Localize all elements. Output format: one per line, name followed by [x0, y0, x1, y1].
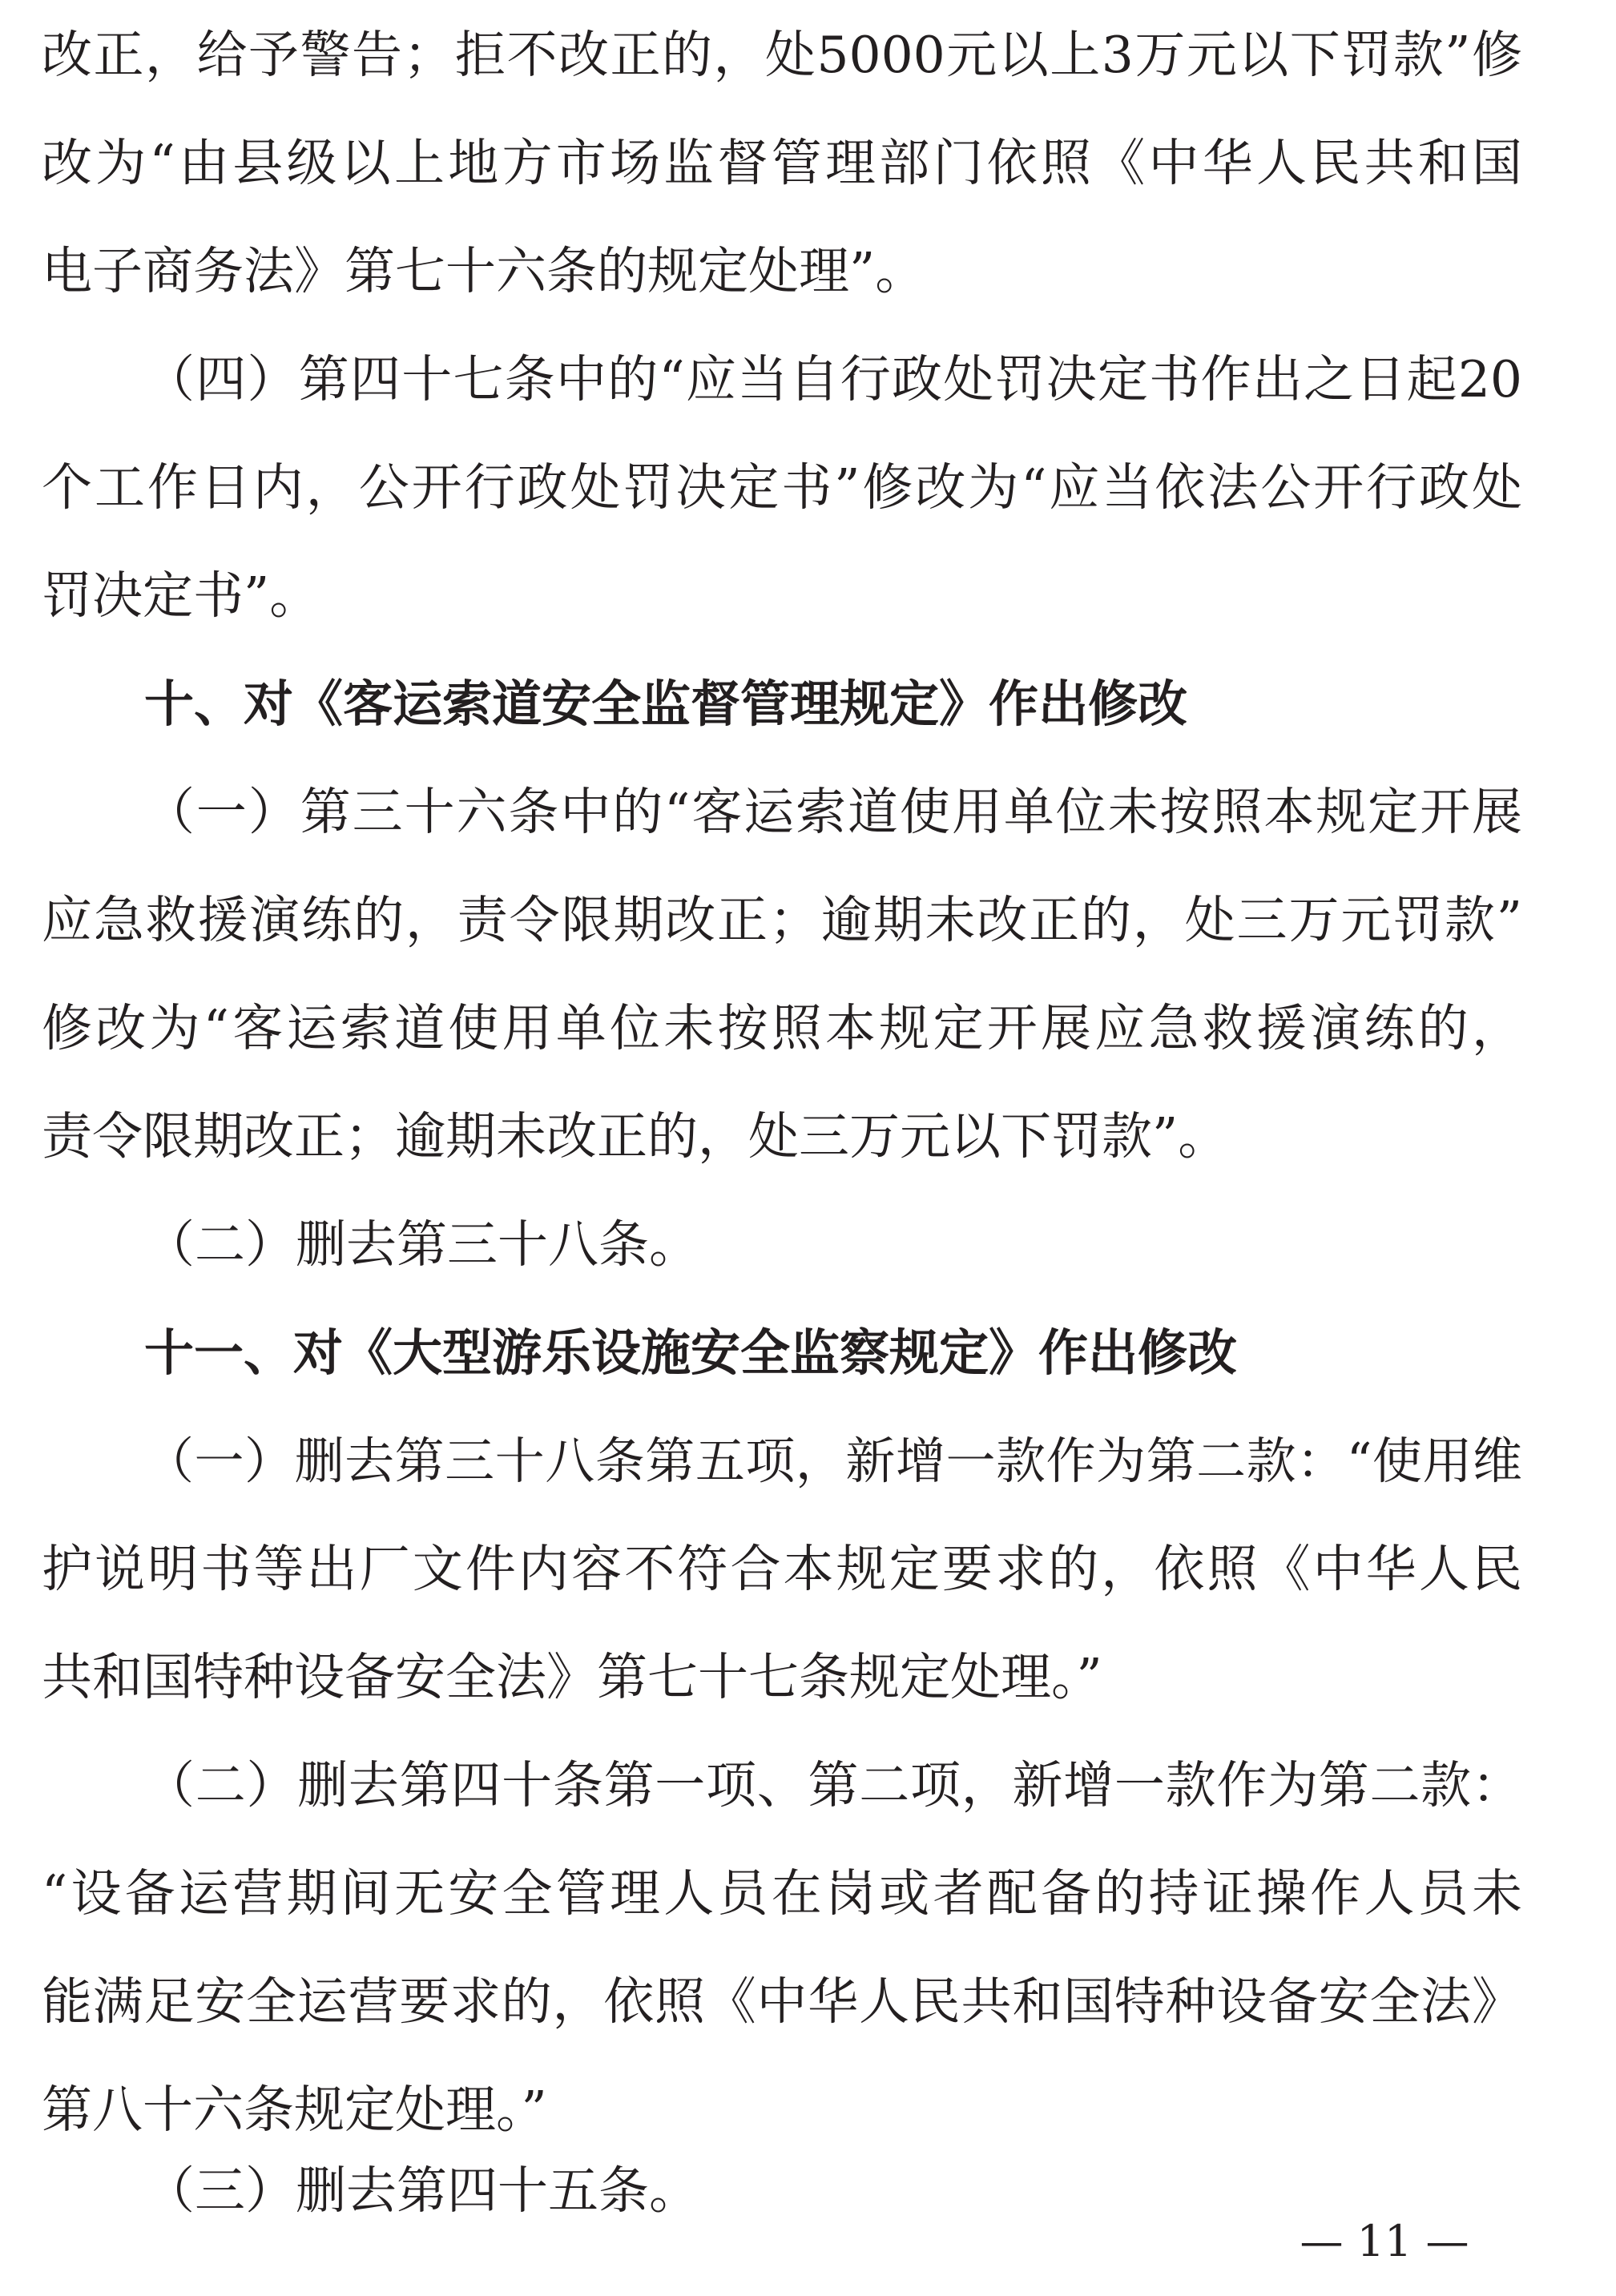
body-line: 个工作日内，公开行政处罚决定书”修改为“应当依法公开行政处 [42, 458, 1522, 517]
page-number: — 11 — [1300, 2216, 1469, 2266]
body-line: （二）删去第四十条第一项、第二项，新增一款作为第二款： [144, 1756, 1522, 1815]
body-line: 第八十六条规定处理。” [42, 2080, 547, 2139]
body-line: 共和国特种设备安全法》第七十七条规定处理。” [42, 1648, 1102, 1706]
body-line: （四）第四十七条中的“应当自行政处罚决定书作出之日起20 [144, 350, 1522, 409]
body-line: 能满足安全运营要求的，依照《中华人民共和国特种设备安全法》 [42, 1972, 1522, 2031]
body-line: 罚决定书”。 [42, 566, 320, 625]
body-line: （一）第三十六条中的“客运索道使用单位未按照本规定开展 [144, 783, 1522, 841]
body-line: “设备运营期间无安全管理人员在岗或者配备的持证操作人员未 [42, 1864, 1522, 1923]
body-line: （一）删去第三十八条第五项，新增一款作为第二款：“使用维 [144, 1432, 1522, 1490]
body-line: 电子商务法》第七十六条的规定处理”。 [42, 242, 926, 300]
body-line: 改为“由县级以上地方市场监督管理部门依照《中华人民共和国 [42, 134, 1522, 192]
body-line: （二）删去第三十八条。 [144, 1215, 699, 1274]
section-heading: 十一、对《大型游乐设施安全监察规定》作出修改 [144, 1323, 1238, 1382]
body-line: 应急救援演练的，责令限期改正；逾期未改正的，处三万元罚款” [42, 891, 1522, 949]
section-heading: 十、对《客运索道安全监督管理规定》作出修改 [144, 675, 1188, 733]
body-line: 改正，给予警告；拒不改正的，处5000元以上3万元以下罚款”修 [42, 26, 1522, 84]
body-line: 护说明书等出厂文件内容不符合本规定要求的，依照《中华人民 [42, 1540, 1522, 1598]
body-line: 责令限期改正；逾期未改正的，处三万元以下罚款”。 [42, 1107, 1229, 1166]
body-line: （三）删去第四十五条。 [144, 2161, 699, 2220]
body-line: 修改为“客运索道使用单位未按照本规定开展应急救援演练的， [42, 999, 1522, 1057]
